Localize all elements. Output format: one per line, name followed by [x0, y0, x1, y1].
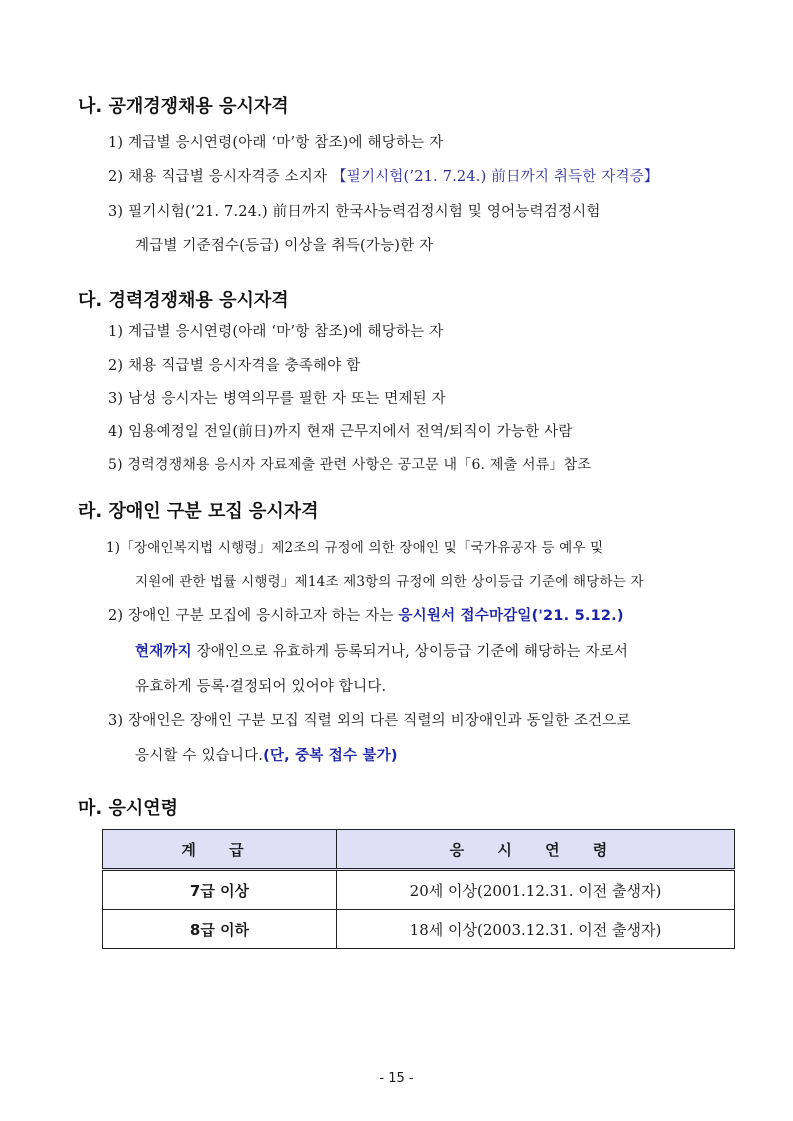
duplicate-note: (단, 중복 접수 불가): [263, 748, 398, 764]
table-header-row: [103, 830, 735, 870]
list-item: 4) 임용예정일 전일(前日)까지 현재 근무지에서 전역/퇴직이 가능한 사람: [108, 424, 573, 440]
list-item: [108, 604, 624, 625]
list-item: 1) 계급별 응시연령(아래 ‘마’항 참조)에 해당하는 자: [108, 135, 444, 151]
list-item-text: 2) 채용 직급별 응시자격증 소지자: [108, 169, 333, 185]
list-item: 3) 남성 응시자는 병역의무를 필한 자 또는 면제된 자: [108, 391, 446, 407]
list-item-continuation: [135, 640, 628, 661]
table-row: [103, 870, 735, 910]
list-item-text: 장애인으로 유효하게 등록되거나, 상이등급 기준에 해당하는 자로서: [191, 644, 629, 660]
deadline-emphasis: 현재까지: [135, 644, 192, 660]
list-item: 3) 필기시험(’21. 7.24.) 前日까지 한국사능력검정시험 및 영어능력검정시험: [108, 204, 601, 220]
list-item: 1) 계급별 응시연령(아래 ‘마’항 참조)에 해당하는 자: [108, 324, 444, 340]
table-cell-age: 18세 이상(2003.12.31. 이전 출생자): [337, 910, 735, 949]
table-cell-grade: 7급 이상: [103, 870, 337, 910]
list-item-continuation: 계급별 기준점수(등급) 이상을 취득(가능)한 자: [135, 238, 434, 254]
list-item: 3) 장애인은 장애인 구분 모집 직렬 외의 다른 직렬의 비장애인과 동일한 조건으로: [108, 713, 631, 729]
header-age: 응 시 연 령: [337, 830, 735, 870]
age-table: [102, 829, 735, 949]
section-heading-ma: 마. 응시연령: [78, 798, 179, 819]
list-item-continuation: 유효하게 등록·결정되어 있어야 합니다.: [135, 679, 387, 695]
list-item-text: 응시할 수 있습니다.: [135, 748, 264, 764]
section-heading-ra: 라. 장애인 구분 모집 응시자격: [78, 501, 319, 522]
section-heading-da: 다. 경력경쟁채용 응시자격: [78, 290, 289, 311]
list-item: 1)「장애인복지법 시행령」제2조의 규정에 의한 장애인 및「국가유공자 등 예우 및: [106, 540, 604, 556]
certificate-note: 【필기시험(’21. 7.24.) 前日까지 취득한 자격증】: [332, 169, 659, 185]
deadline-emphasis: 응시원서 접수마감일('21. 5.12.): [398, 608, 624, 624]
table-cell-grade: 8급 이하: [103, 910, 337, 949]
list-item-text: 2) 장애인 구분 모집에 응시하고자 하는 자는: [108, 608, 399, 624]
list-item: 2) 채용 직급별 응시자격을 충족해야 함: [108, 358, 361, 374]
page-number: - 15 -: [379, 1071, 414, 1086]
table-row: [103, 910, 735, 949]
header-grade: 계 급: [103, 830, 337, 870]
section-heading-na: 나. 공개경쟁채용 응시자격: [78, 96, 289, 117]
list-item-continuation: 지원에 관한 법률 시행령」제14조 제3항의 규정에 의한 상이등급 기준에 해당하는 자: [135, 574, 644, 590]
list-item-continuation: [135, 744, 398, 765]
table-cell-age: 20세 이상(2001.12.31. 이전 출생자): [337, 870, 735, 910]
list-item: [108, 165, 659, 186]
list-item: 5) 경력경쟁채용 응시자 자료제출 관련 사항은 공고문 내「6. 제출 서류」참조: [108, 457, 592, 473]
